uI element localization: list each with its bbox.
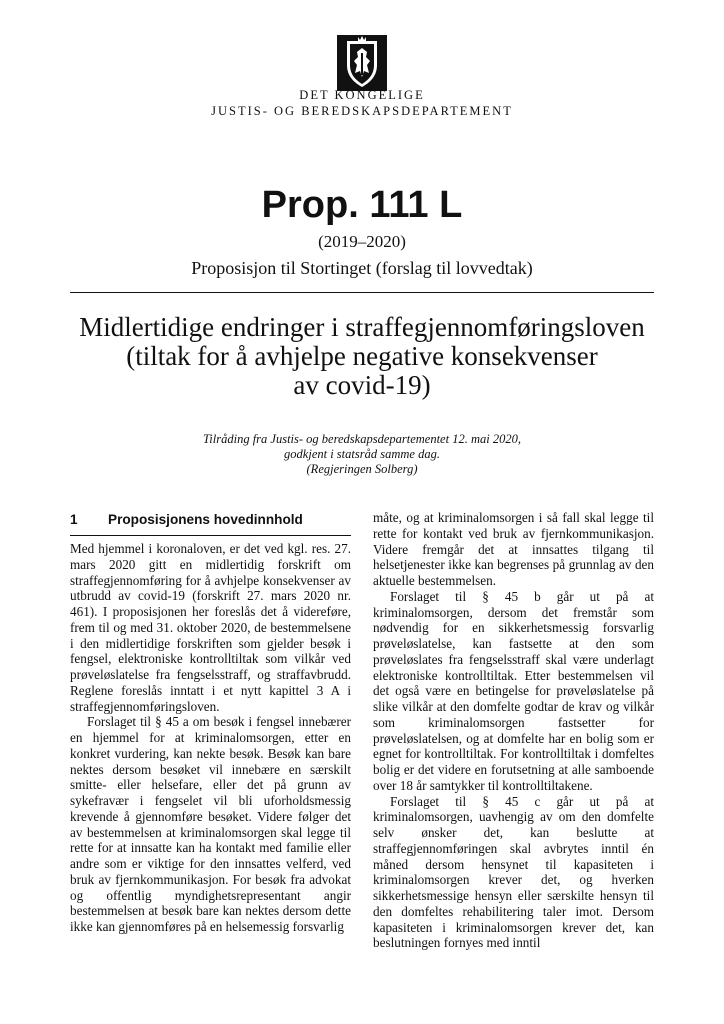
body-paragraph-2-continued: måte, og at kriminalomsorgen i så fall skal legge til rette for kontakt ved bruk av fjernkommunikasjon. Videre fremgår det at innsattes tilgang til helsetjenester ikke kan begrenses på grunnlag av den aktuelle bestemmelsen. xyxy=(373,510,654,588)
document-main-title xyxy=(60,313,664,400)
body-paragraph-3: Forslaget til § 45 b går ut på at kriminalomsorgen, dersom det fremstår som nødvendig for en sikkerhetsmessig forsvarlig prøveløslatelse, kan fastsette at den som prøveløslates fra fengselsstraff skal være underlagt elektroniske kontrolltiltak. Etter bestemmelsen vil det også være en betingelse for prøveløslatelse på slike vilkår at den domfelte godtar de krav og vilkår som kriminalomsorgen fastsetter for prøveløslatelsen, og at domfelte har en bolig som er egnet for kontrolltiltak. For kontrolltiltak i domfeltes bolig er det videre en forutsetning at alle samboende over 18 år samtykker til kontrolltiltakene. xyxy=(373,588,654,793)
section-heading xyxy=(70,510,351,529)
body-paragraph-1: Med hjemmel i koronaloven, er det ved kgl. res. 27. mars 2020 gitt en midlertidig forskrift om straffegjennomføring for å avhjelpe konsekvenser av utbrudd av covid-19 (forskrift 27. mars 2020 nr. 461). I proposisjonen her foreslås det å videreføre, frem til og med 31. oktober 2020, de bestemmelsene i den midlertidige forskriften som gjelder besøk i fengsel, elektroniske kontrolltiltak som vilkår ved prøveløslatelse fra fengselsstraff, og straffavbrudd. Reglene foreslås inntatt i et nytt kapittel 3 A i straffegjennomføringsloven. xyxy=(70,541,351,714)
section-title: Proposisjonens hovedinnhold xyxy=(108,512,303,527)
proposition-type: Proposisjon til Stortinget (forslag til lovvedtak) xyxy=(191,258,533,278)
tilrading-line2: godkjent i statsråd samme dag. xyxy=(284,447,440,461)
proposition-session: (2019–2020) xyxy=(318,232,406,251)
title-divider xyxy=(70,292,654,293)
coat-of-arms-icon xyxy=(337,35,387,91)
main-title-line3: av covid-19) xyxy=(293,370,431,400)
section-divider xyxy=(70,535,351,536)
body-column-left xyxy=(70,510,351,935)
department-name-line2: JUSTIS- OG BEREDSKAPSDEPARTEMENT xyxy=(211,104,513,118)
main-title-line2: (tiltak for å avhjelpe negative konsekvenser xyxy=(126,341,598,371)
proposition-title: Prop. 111 L xyxy=(261,184,463,226)
tilrading-line1: Tilråding fra Justis- og beredskapsdepartementet 12. mai 2020, xyxy=(203,432,521,446)
body-paragraph-4: Forslaget til § 45 c går ut på at kriminalomsorgen, uavhengig av om den domfelte selv ønsker det, kan beslutte at straffegjennomføringen skal avbrytes inntil én måned dersom hensynet til kapasiteten i kriminalomsorgen krever det, og hverken sikkerhetsmessige hensyn eller særskilte hensyn til den domfeltes rehabilitering taler imot. Dersom kapasiteten i kriminalomsorgen krever det, kan beslutningen fornyes med inntil xyxy=(373,793,654,951)
tilrading-line3: (Regjeringen Solberg) xyxy=(306,462,418,476)
main-title-line1: Midlertidige endringer i straffegjennomføringsloven xyxy=(79,312,645,342)
body-paragraph-2: Forslaget til § 45 a om besøk i fengsel innebærer en hjemmel for at kriminalomsorgen, etter en konkret vurdering, kan nekte besøk. Besøk kan bare nektes dersom besøket vil innebære en særskilt smitte- eller helsefare, eller det på grunn av sykefravær i fengselet vil bli uforholdsmessig krevende å gjennomføre besøket. Videre følger det av bestemmelsen at kriminalomsorgen skal legge til rette for at innsatte kan ha kontakt med familie eller andre som er viktige for den innsattes velferd, ved bruk av fjernkommunikasjon. For besøk fra advokat og offentlig myndighetsrepresentant angir bestemmelsen at besøk bare kan nektes dersom dette ikke kan gjennomføres på en helsemessig forsvarlig xyxy=(70,714,351,934)
body-column-right xyxy=(373,510,654,951)
tilrading-note xyxy=(0,432,724,477)
department-name-line1: DET KONGELIGE xyxy=(299,88,425,102)
section-number: 1 xyxy=(70,512,78,527)
